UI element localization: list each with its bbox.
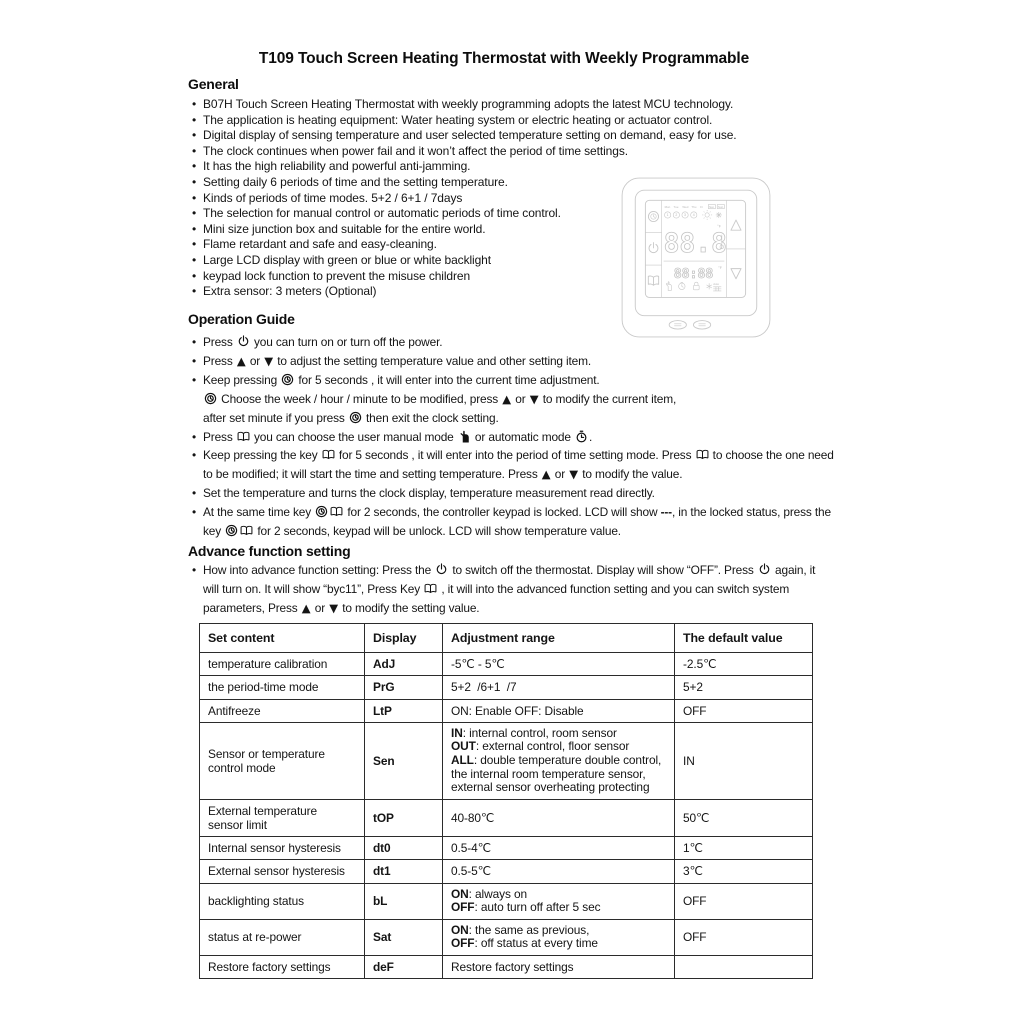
list-item: [188, 428, 834, 447]
down-arrow-icon: ▼: [264, 353, 274, 368]
list-item-line: • How into advance function setting: Press the to switch off the thermostat. Display will show “OFF”. Press again, it will turn on. It will show “byc11”, Press Key , it will into the advanced function setting and you can switch system parameters, Press ▲ or ▼ to modify the setting value.: [203, 563, 816, 615]
book-icon: [330, 505, 343, 518]
list-item: • Kinds of periods of time modes. 5+2 / 6+1 / 7days: [188, 191, 828, 207]
list-item-line: Choose the week / hour / minute to be modified, press ▲ or ▼ to modify the current item,: [203, 390, 834, 409]
display-cell: LtP: [365, 699, 443, 722]
period-digit: 2: [675, 213, 678, 218]
book-icon: [424, 582, 437, 595]
list-item: • The selection for manual control or automatic periods of time control.: [188, 206, 828, 222]
range-line: OFF: auto turn off after 5 sec: [451, 900, 601, 915]
down-arrow-icon: ▼: [329, 601, 339, 615]
power-icon: [758, 563, 771, 576]
list-item-line: • At the same time key for 2 seconds, the controller keypad is locked. LCD will show ---, in the locked status, press the key for 2 seconds, keypad will be unlock. LCD will show temperature value.: [203, 505, 831, 539]
power-icon: [237, 335, 250, 348]
table-header-cell: Set content: [200, 624, 365, 653]
up-arrow-icon: ▲: [301, 601, 311, 615]
range-line: ALL: double temperature double control,: [451, 753, 662, 767]
set-content-cell: External sensor hysteresis: [200, 860, 365, 883]
list-item: [188, 371, 834, 428]
period-digit: 3: [684, 213, 686, 218]
day-label: Fr: [700, 204, 704, 209]
thermostat-illustration: [620, 176, 772, 340]
up-arrow-icon: ▲: [502, 391, 512, 406]
set-content-cell: Restore factory settings: [200, 955, 365, 978]
settings-table: [199, 623, 813, 979]
display-cell: dt0: [365, 837, 443, 860]
table-row: [200, 699, 813, 722]
lcd-lock-icon: [693, 282, 699, 290]
device-bottom-buttons: [669, 321, 711, 330]
advance-bullet-list: [188, 561, 834, 618]
list-item-line: • Press you can choose the user manual mode or automatic mode .: [203, 429, 593, 444]
lcd-fan-auto-icon: [707, 282, 722, 291]
clock-icon: [315, 505, 328, 518]
table-row: [200, 883, 813, 919]
day-label: Wed: [682, 204, 689, 209]
book-icon: [237, 430, 250, 443]
list-item: • The clock continues when power fail and it won’t affect the period of time settings.: [188, 144, 828, 160]
day-label: Sun: [718, 204, 724, 209]
down-arrow-icon: ▼: [529, 391, 539, 406]
list-item: • Large LCD display with green or blue or white backlight: [188, 253, 828, 269]
auto-clock-icon: [575, 430, 588, 443]
clock-icon: [349, 411, 362, 424]
lcd-main-display: 88.8: [663, 228, 727, 259]
adjustment-range-cell: 0.5-4℃: [443, 837, 675, 860]
snowflake-icon: [716, 212, 722, 218]
device-clock-button: [648, 211, 658, 221]
lcd-time-display: 88:88: [673, 267, 714, 283]
adjustment-range-cell: 0.5-5℃: [443, 860, 675, 883]
table-row: [200, 837, 813, 860]
day-label: Thu: [691, 204, 697, 209]
list-item: • Setting daily 6 periods of time and the setting temperature.: [188, 175, 828, 191]
set-content-cell: Antifreeze: [200, 699, 365, 722]
clock-icon: [281, 373, 294, 386]
device-down-button: [731, 269, 741, 279]
bold-text: ON: [451, 922, 469, 937]
table-header-cell: Adjustment range: [443, 624, 675, 653]
thermostat-svg: [620, 176, 772, 340]
adjustment-range-cell: [443, 919, 675, 955]
operation-bullet-list: [188, 333, 834, 541]
set-content-cell: status at re-power: [200, 919, 365, 955]
set-content-cell: the period-time mode: [200, 676, 365, 699]
display-cell: tOP: [365, 799, 443, 836]
range-line: the internal room temperature sensor,: [451, 766, 646, 781]
lcd-main-unit: °F: [717, 224, 721, 229]
operation-guide-heading: Operation Guide: [188, 311, 295, 327]
list-item: [188, 446, 834, 484]
display-cell: AdJ: [365, 653, 443, 676]
range-line: OUT: external control, floor sensor: [451, 739, 630, 754]
default-value-cell: -2.5℃: [675, 653, 813, 676]
display-cell: bL: [365, 883, 443, 919]
display-cell: Sat: [365, 919, 443, 955]
period-digit: 4: [692, 213, 695, 218]
bold-text: OFF: [451, 900, 475, 915]
default-value-cell: [675, 955, 813, 978]
list-item: [188, 484, 834, 503]
hand-icon: [458, 430, 471, 443]
list-item: • Mini size junction box and suitable for the entire world.: [188, 222, 828, 238]
lcd-time-unit: °F: [718, 266, 722, 271]
adjustment-range-cell: 40-80℃: [443, 799, 675, 836]
table-header-cell: The default value: [675, 624, 813, 653]
bold-text: OFF: [451, 936, 475, 951]
clock-icon: [204, 392, 217, 405]
down-arrow-icon: ▼: [569, 467, 579, 482]
clock-icon: [225, 524, 238, 537]
range-line: external sensor overheating protecting: [451, 780, 650, 795]
table-row: [200, 676, 813, 699]
default-value-cell: OFF: [675, 883, 813, 919]
default-value-cell: IN: [675, 722, 813, 799]
display-cell: PrG: [365, 676, 443, 699]
bold-text: ALL: [451, 753, 474, 767]
sun-icon: [702, 210, 712, 220]
default-value-cell: 5+2: [675, 676, 813, 699]
table-row: [200, 860, 813, 883]
adjustment-range-cell: [443, 722, 675, 799]
default-value-cell: OFF: [675, 919, 813, 955]
list-item-line: • Keep pressing the key for 5 seconds , it will enter into the period of time setting mode. Press to choose the one need to be modified; it will start the time and setting temperature. Press ▲ or ▼ to modify the value.: [203, 448, 834, 482]
book-icon: [696, 448, 709, 461]
range-line: IN: internal control, room sensor: [451, 725, 617, 740]
settings-table-header: [200, 624, 813, 653]
device-up-button: [731, 220, 741, 230]
lcd-period-digits: [665, 212, 697, 218]
list-item: • It has the high reliability and powerful anti-jamming.: [188, 159, 828, 175]
list-item: [188, 561, 834, 618]
list-item: • The application is heating equipment: Water heating system or electric heating or actuator control.: [188, 113, 828, 129]
lcd-hand-icon: [666, 282, 671, 291]
default-value-cell: 1℃: [675, 837, 813, 860]
period-digit: 1: [666, 213, 669, 218]
table-row: [200, 919, 813, 955]
lcd-clock-icon: [679, 282, 685, 289]
default-value-cell: 50℃: [675, 799, 813, 836]
day-label: Sat: [709, 204, 714, 209]
adjustment-range-cell: ON: Enable OFF: Disable: [443, 699, 675, 722]
range-line: OFF: off status at every time: [451, 936, 598, 951]
display-cell: Sen: [365, 722, 443, 799]
table-row: [200, 955, 813, 978]
page-title: T109 Touch Screen Heating Thermostat with Weekly Programmable: [258, 50, 750, 67]
device-book-button: [648, 276, 658, 285]
day-label: Mon: [664, 204, 671, 209]
list-item: • Digital display of sensing temperature and user selected temperature setting on demand, easy for use.: [188, 128, 828, 144]
bold-text: ON: [451, 886, 469, 901]
bold-text: ---: [660, 505, 672, 520]
range-line: ON: the same as previous,: [451, 922, 590, 937]
adjustment-range-cell: 5+2 /6+1 /7: [443, 676, 675, 699]
day-label: Tue: [673, 204, 679, 209]
set-content-cell: Sensor or temperature control mode: [200, 722, 365, 799]
adjustment-range-cell: -5℃ - 5℃: [443, 653, 675, 676]
adjustment-range-cell: Restore factory settings: [443, 955, 675, 978]
list-item-line: after set minute if you press then exit the clock setting.: [203, 410, 499, 425]
bold-text: OUT: [451, 739, 476, 754]
set-content-cell: backlighting status: [200, 883, 365, 919]
list-item: • keypad lock function to prevent the misuse children: [188, 269, 828, 285]
book-icon: [240, 524, 253, 537]
display-cell: dt1: [365, 860, 443, 883]
list-item: [188, 352, 834, 371]
default-value-cell: 3℃: [675, 860, 813, 883]
lcd-day-labels: [665, 205, 725, 209]
list-item-line: • Set the temperature and turns the clock display, temperature measurement read directly.: [203, 486, 655, 501]
up-arrow-icon: ▲: [541, 467, 551, 482]
table-row: [200, 722, 813, 799]
table-row: [200, 653, 813, 676]
list-item: • Flame retardant and safe and easy-cleaning.: [188, 237, 828, 253]
set-content-cell: Internal sensor hysteresis: [200, 837, 365, 860]
table-header-cell: Display: [365, 624, 443, 653]
list-item-line: • Press ▲ or ▼ to adjust the setting temperature value and other setting item.: [203, 353, 592, 368]
book-icon: [322, 448, 335, 461]
display-cell: deF: [365, 955, 443, 978]
list-item: • B07H Touch Screen Heating Thermostat with weekly programming adopts the latest MCU technology.: [188, 97, 828, 113]
power-icon: [435, 563, 448, 576]
list-item: • Extra sensor: 3 meters (Optional): [188, 284, 828, 300]
bold-text: IN: [451, 725, 463, 740]
general-heading: General: [188, 76, 239, 92]
set-content-cell: temperature calibration: [200, 653, 365, 676]
list-item: [188, 503, 834, 541]
default-value-cell: OFF: [675, 699, 813, 722]
adjustment-range-cell: [443, 883, 675, 919]
list-item-line: • Press you can turn on or turn off the power.: [203, 335, 443, 349]
advance-function-heading: Advance function setting: [188, 543, 351, 559]
device-power-button: [649, 243, 658, 253]
set-content-cell: External temperature sensor limit: [200, 799, 365, 836]
list-item-line: • Keep pressing for 5 seconds , it will enter into the current time adjustment.: [203, 372, 600, 387]
table-row: [200, 799, 813, 836]
lcd-auto-label: Auto: [713, 281, 720, 286]
range-line: ON: always on: [451, 886, 528, 901]
up-arrow-icon: ▲: [236, 353, 246, 368]
